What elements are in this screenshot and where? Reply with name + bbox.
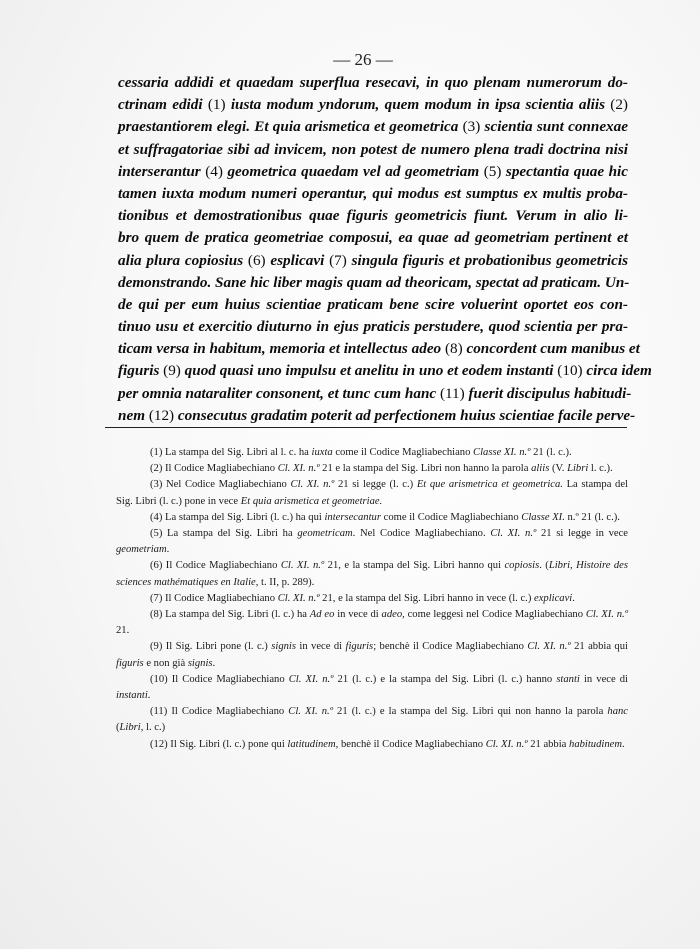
- footnote-label: (4): [150, 511, 163, 523]
- footnote-text: Il Codice Magliabechiano: [162, 463, 278, 475]
- footnote-text: . (: [539, 560, 549, 572]
- footnote-reference: (8): [444, 340, 463, 358]
- footnote-italic-text: figuris: [116, 657, 144, 669]
- footnote-italic-text: adeo: [381, 609, 403, 621]
- footnote-italic-text: Cl. XI. n.º: [288, 673, 334, 685]
- footnote-italic-text: Et quia arismetica et geometriae.: [240, 495, 383, 507]
- main-text-line: interserantur (4) geometrica quaedam vel ad geometriam (5) spectantia quae hic: [118, 162, 629, 180]
- footnote-reference: (1): [207, 96, 226, 114]
- main-text-line: tionibus et demostrationibus quae figuris geometricis fiunt. Verum in alio li-: [118, 207, 628, 225]
- footnote-text: 21 (l. c.) e la stampa del Sig. Libri (l. c.) hanno: [333, 673, 557, 685]
- main-text-line: praestantiorem elegi. Et quia arismetica et geometrica (3) scientia sunt connexae: [118, 118, 628, 136]
- footnote-label: (10): [150, 673, 168, 685]
- footnote-text: .: [212, 657, 216, 669]
- footnote-italic-text: signis: [187, 657, 213, 669]
- footnote-italic-text: instanti: [116, 690, 148, 702]
- footnote-reference: (2): [610, 96, 628, 114]
- footnote-italic-text: stanti: [556, 673, 580, 685]
- footnote-text: come il Codice Magliabechiano: [332, 447, 474, 458]
- footnote-text: 21 si legge in vece: [536, 528, 628, 540]
- footnote-reference: (9): [163, 362, 181, 380]
- main-text-line: tinuo usu et exercitio diuturno in ejus praticis perstudere, quod scientia per pra-: [118, 318, 628, 336]
- main-text-line: ticam versa in habitum, memoria et intellectus adeo (8) concordent cum manibus et: [118, 340, 640, 358]
- footnote-text: La stampa del Sig. Libri (l. c.) pone in vece: [116, 479, 628, 507]
- footnote-italic-text: Classe XI. n.º: [473, 447, 531, 458]
- footnote: [116, 737, 628, 753]
- footnote: [116, 558, 628, 590]
- footnote-italic-text: copiosis: [504, 560, 540, 572]
- main-text-line: et suffragatoriae sibi ad invicem, non potest de numero plena tradi doctrina nisi: [118, 140, 628, 158]
- footnote-text: .: [572, 592, 575, 604]
- footnote-reference: (11): [439, 384, 465, 402]
- footnote-italic-text: Libri: [119, 722, 141, 734]
- footnote-text: , l. c.): [140, 722, 166, 734]
- footnote: [116, 672, 628, 704]
- main-text-line: bro quem de pratica geometriae composui, ea quae ad geometriam pertinent et: [118, 229, 628, 247]
- footnote-text: . Nel Codice Magliabechiano.: [352, 528, 491, 540]
- footnote-text: (V.: [549, 463, 568, 475]
- footnote-italic-text: Libri, Histoire des sciences mathématiques en Italie: [116, 560, 628, 588]
- footnote-reference: (4): [205, 162, 223, 180]
- footnote-text: in vece di: [579, 673, 628, 685]
- footnote-italic-text: aliis: [531, 463, 550, 475]
- footnote-italic-text: Cl. XI. n.º: [585, 609, 628, 621]
- footnote-text: , t. II, p. 289).: [255, 576, 315, 588]
- footnote-text: .: [622, 738, 625, 750]
- footnote-italic-text: geometricam: [297, 528, 353, 540]
- footnote-text: 21 (l. c.).: [530, 447, 572, 458]
- footnote-text: Il Codice Magliabechiano: [162, 560, 281, 572]
- footnote-text: 21, e la stampa del Sig. Libri hanno qui: [324, 560, 505, 572]
- footnote-italic-text: intersecantur: [324, 511, 381, 523]
- footnote-label: (2): [150, 463, 163, 475]
- footnote-text: .: [166, 544, 170, 556]
- footnote-italic-text: geometriam: [116, 544, 167, 556]
- footnote-label: (12): [150, 738, 168, 750]
- footnote: [116, 591, 628, 607]
- footnote-label: (5): [150, 528, 163, 540]
- footnote-italic-text: Cl. XI. n.º: [277, 592, 320, 604]
- footnote-italic-text: explicavi: [534, 592, 573, 604]
- main-text-block: [118, 72, 652, 427]
- footnote-text: in vece di: [334, 609, 382, 621]
- footnote-reference: (7): [329, 251, 347, 269]
- footnote-text: Il Sig. Libri pone (l. c.): [162, 641, 272, 653]
- footnote: [116, 461, 628, 477]
- footnote-italic-text: Libri: [567, 463, 589, 475]
- main-text-line: demonstrando. Sane hic liber magis quam ad theoricam, spectat ad praticam. Un-: [118, 273, 630, 291]
- footnote-italic-text: Et que arismetrica et geometrica.: [416, 479, 563, 491]
- footnote-text: , come leggesi nel Codice Magliabechiano: [402, 609, 586, 621]
- footnote-text: e non già: [143, 657, 188, 669]
- main-text-line: nem (12) consecutus gradatim poterit ad perfectionem huius scientiae facile perve-: [118, 406, 636, 424]
- footnote: [116, 639, 628, 671]
- footnote-text: 21, e la stampa del Sig. Libri hanno in vece (l. c.): [319, 592, 534, 604]
- footnote-text: Il Codice Magliabechiano: [167, 706, 289, 718]
- footnote: [116, 510, 628, 526]
- footnote-text: 21 abbia: [527, 738, 570, 750]
- footnote-text: Il Sig. Libri (l. c.) pone qui: [167, 738, 288, 750]
- footnote-italic-text: Cl. XI. n.º: [288, 706, 333, 718]
- footnote-text: La stampa del Sig. Libri al l. c. ha: [162, 447, 312, 458]
- footnote-text: 21.: [116, 625, 130, 637]
- footnote-label: (8): [150, 609, 163, 621]
- footnote-text: (: [116, 722, 120, 734]
- footnote-italic-text: iuxta: [311, 447, 333, 458]
- footnote-reference: (12): [148, 406, 175, 424]
- main-text-line: tamen iuxta modum numeri operantur, qui modus est sumptus ex multis proba-: [118, 184, 628, 202]
- footnotes-block: [116, 445, 628, 753]
- footnote-label: (1): [150, 447, 163, 458]
- footnote-text: 21 e la stampa del Sig. Libri non hanno la parola: [319, 463, 532, 475]
- footnote-italic-text: Cl. XI. n.º: [277, 463, 320, 475]
- footnote-text: 21 abbia qui: [570, 641, 628, 653]
- footnote-label: (9): [150, 641, 163, 653]
- footnote-text: Il Codice Magliabechiano: [167, 673, 289, 685]
- footnote-text: 21 si legge (l. c.): [334, 479, 417, 491]
- footnote-text: in vece di: [295, 641, 346, 653]
- footnote: [116, 704, 628, 736]
- footnote-label: (7): [150, 592, 163, 604]
- footnote-text: , benchè il Codice Magliabechiano: [335, 738, 486, 750]
- footnote-italic-text: Cl. XI. n.º: [280, 560, 325, 572]
- footnote-text: come il Codice Magliabechiano: [380, 511, 522, 523]
- footnote-reference: (10): [557, 362, 583, 380]
- footnote-italic-text: signis: [271, 641, 296, 653]
- footnote-reference: (5): [483, 162, 502, 180]
- footnote-text: La stampa del Sig. Libri (l. c.) ha qui: [162, 511, 325, 523]
- footnote-text: n.º 21 (l. c.).: [564, 511, 620, 523]
- footnote-italic-text: habitudinem: [569, 738, 622, 750]
- footnote-italic-text: Cl. XI. n.º: [527, 641, 571, 653]
- footnote-italic-text: Classe XI.: [521, 511, 565, 523]
- footnote-italic-text: Cl. XI. n.º: [485, 738, 528, 750]
- footnote-text: ; benchè il Codice Magliabechiano: [373, 641, 528, 653]
- footnote-text: l. c.).: [588, 463, 613, 475]
- footnote-label: (6): [150, 560, 163, 572]
- main-text-line: ctrinam edidi (1) iusta modum yndorum, quem modum in ipsa scientia aliis (2): [118, 96, 628, 114]
- footnote-reference: (3): [462, 118, 481, 136]
- footnote-italic-text: Cl. XI. n.º: [490, 528, 537, 540]
- footnote-italic-text: hanc: [607, 706, 628, 718]
- main-text-line: de qui per eum huius scientiae praticam bene scire voluerint oportet eos con-: [118, 295, 628, 313]
- footnote: [116, 445, 628, 461]
- footnote-text: .: [147, 690, 151, 702]
- page-number: — 26 —: [333, 50, 393, 69]
- footnote-text: La stampa del Sig. Libri ha: [162, 528, 298, 540]
- main-text-line: cessaria addidi et quaedam superflua resecavi, in quo plenam numerorum do-: [118, 74, 628, 91]
- footnote-separator-rule: [105, 427, 627, 428]
- footnote-italic-text: Ad eo: [309, 609, 335, 621]
- footnote-reference: (6): [247, 251, 266, 269]
- footnote-italic-text: figuris: [345, 641, 374, 653]
- footnote-italic-text: latitudinem: [287, 738, 336, 750]
- footnote: [116, 477, 628, 509]
- main-text-line: alia plura copiosius (6) esplicavi (7) singula figuris et probationibus geometricis: [118, 251, 628, 269]
- main-text-line: per omnia nataraliter consonent, et tunc cum hanc (11) fuerit discipulus habitudi-: [118, 384, 632, 402]
- footnote-italic-text: Cl. XI. n.º: [290, 479, 335, 491]
- footnote-label: (11): [150, 706, 168, 718]
- footnote: [116, 526, 628, 558]
- footnote-text: 21 (l. c.) e la stampa del Sig. Libri qui non hanno la parola: [332, 706, 608, 718]
- footnote-text: La stampa del Sig. Libri (l. c.) ha: [162, 609, 310, 621]
- footnote-text: Nel Codice Magliabechiano: [162, 479, 291, 491]
- footnote: [116, 607, 628, 639]
- main-text-line: figuris (9) quod quasi uno impulsu et anelitu in uno et eodem instanti (10) circa idem: [118, 362, 652, 380]
- footnote-label: (3): [150, 479, 163, 491]
- footnote-text: Il Codice Magliabechiano: [162, 592, 278, 604]
